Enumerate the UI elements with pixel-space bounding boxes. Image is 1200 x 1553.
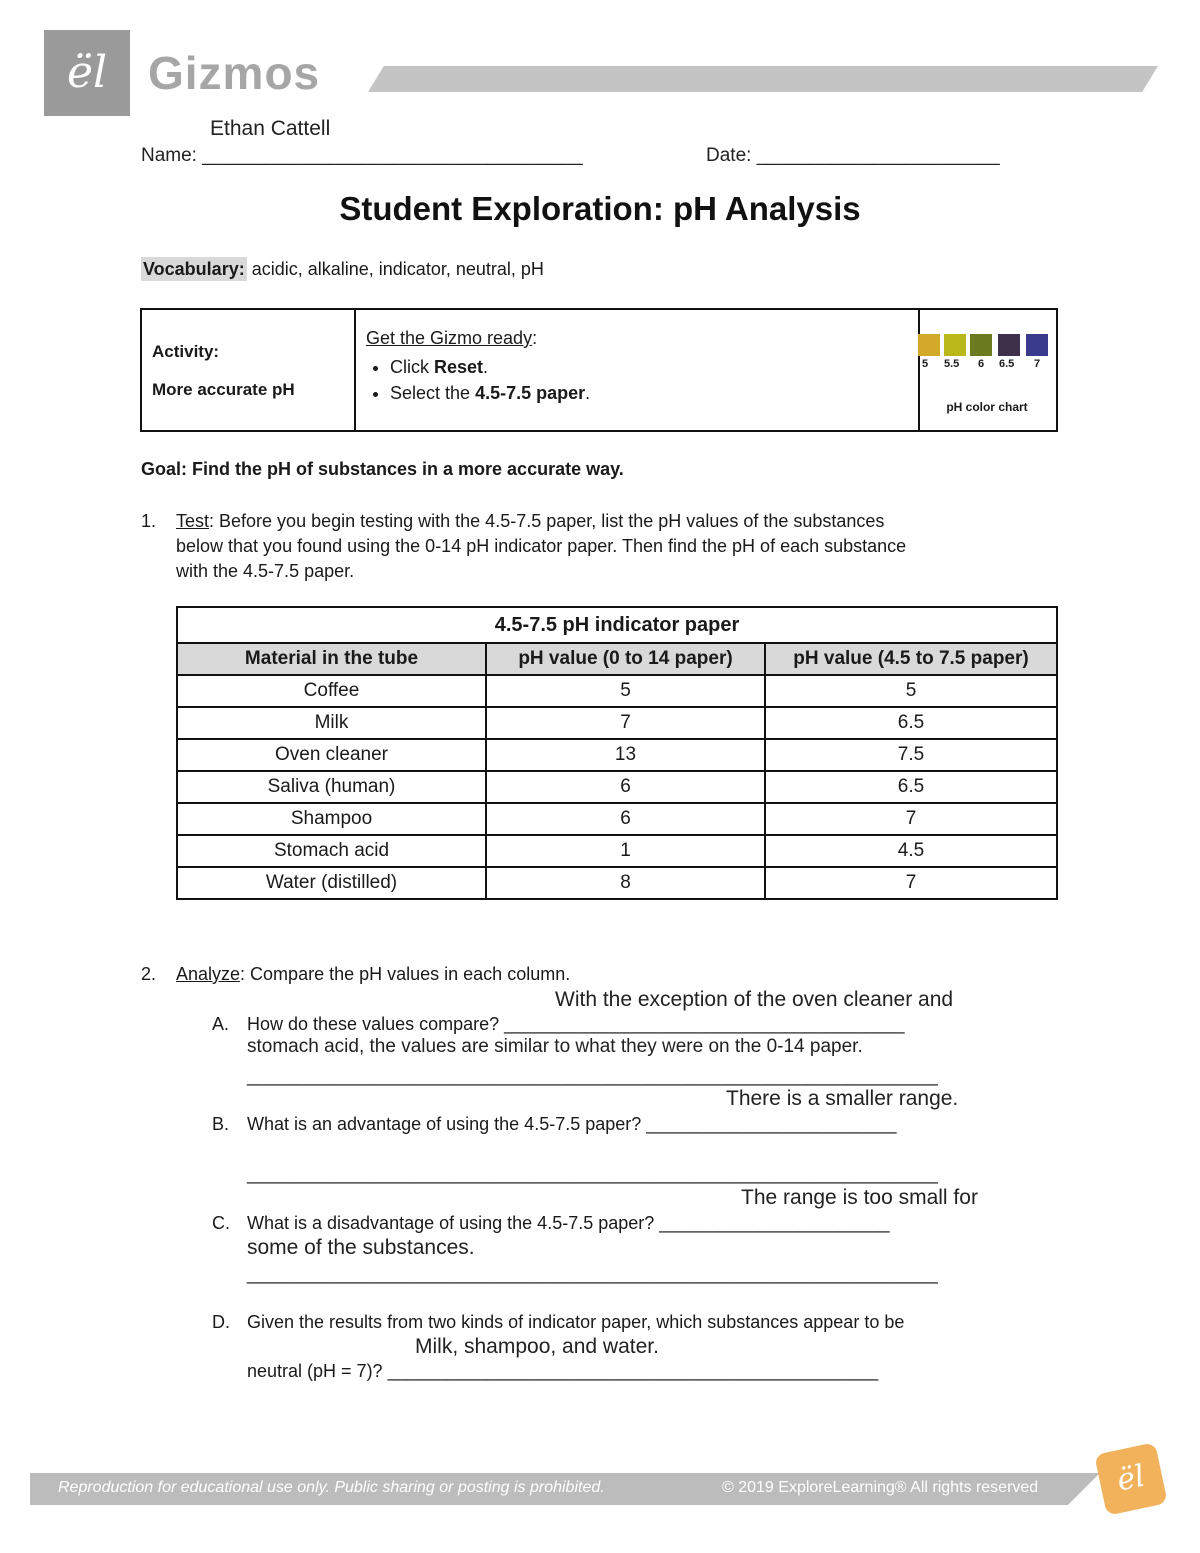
answer-c-line1[interactable]: The range is too small for [741, 1186, 978, 1209]
ph-4-5-7-5-cell[interactable]: 7 [765, 803, 1057, 835]
date-field: Date: _______________________ [706, 145, 1000, 166]
table-caption: 4.5-7.5 pH indicator paper [177, 607, 1057, 643]
question-number: 1. [141, 511, 157, 531]
gizmos-logo [44, 30, 130, 116]
ph-4-5-7-5-cell[interactable]: 4.5 [765, 835, 1057, 867]
material-cell: Stomach acid [177, 835, 486, 867]
swatch-label: 6.5 [999, 358, 1015, 370]
material-cell: Coffee [177, 675, 486, 707]
table-row [177, 707, 1057, 739]
material-cell: Milk [177, 707, 486, 739]
ph-0-14-cell[interactable]: 1 [486, 835, 765, 867]
sub-letter: D. [212, 1312, 230, 1332]
ph-4-5-7-5-cell[interactable]: 5 [765, 675, 1057, 707]
question-number: 2. [141, 964, 157, 984]
activity-box [140, 308, 1058, 432]
ph-0-14-cell[interactable]: 5 [486, 675, 765, 707]
instruction-item: • Click Reset. [390, 354, 590, 380]
ph-color-chart [920, 310, 1058, 430]
table-row [177, 835, 1057, 867]
ph-4-5-7-5-cell[interactable]: 7.5 [765, 739, 1057, 771]
color-swatch [970, 334, 992, 356]
question-2d-line2: neutral (pH = 7)? _________________________________________________ [247, 1361, 879, 1381]
question-label: Analyze [176, 964, 241, 984]
goal-statement: Goal: Find the pH of substances in a more accurate way. [141, 459, 624, 479]
answer-a-line2[interactable]: stomach acid, the values are similar to what they were on the 0-14 paper. [247, 1036, 863, 1057]
answer-blank: _____________________________________________________________________ [247, 1164, 938, 1184]
answer-c-line2[interactable]: some of the substances. [247, 1236, 475, 1259]
color-swatch [944, 334, 966, 356]
question-2c: What is a disadvantage of using the 4.5-7.5 paper? _______________________ [247, 1213, 890, 1233]
instruction-list [366, 354, 590, 406]
color-swatch [998, 334, 1020, 356]
instruction-item: • Select the 4.5-7.5 paper. [390, 380, 590, 406]
explorelearning-logo [1094, 1442, 1168, 1516]
table-row [177, 675, 1057, 707]
ph-4-5-7-5-cell[interactable]: 6.5 [765, 707, 1057, 739]
footer-logo-glyph: ël [1113, 1458, 1148, 1499]
vocabulary-terms: acidic, alkaline, indicator, neutral, pH [251, 259, 544, 279]
header-bar [368, 66, 1158, 92]
vocabulary-label: Vocabulary: [143, 259, 245, 279]
activity-name: More accurate pH [152, 380, 295, 399]
table-row [177, 739, 1057, 771]
swatch-label: 5.5 [944, 358, 960, 370]
activity-label: Activity: [152, 342, 220, 361]
sub-letter: B. [212, 1114, 230, 1134]
ph-4-5-7-5-cell[interactable]: 6.5 [765, 771, 1057, 803]
question-1: Test: Before you begin testing with the 4.5-7.5 paper, list the pH values of the substances below that you found using the 0-14 pH indicator paper. Then find the pH of each substance with the 4.5-7.5 paper. [176, 511, 907, 581]
color-chart-caption: pH color chart [946, 400, 1028, 414]
table-row [177, 771, 1057, 803]
activity-instructions [356, 310, 920, 430]
answer-blank: _____________________________________________________________________ [247, 1264, 938, 1284]
question-2d: Given the results from two kinds of indicator paper, which substances appear to be [247, 1312, 905, 1332]
footer-copyright: © 2019 ExploreLearning® All rights reserved [722, 1479, 1039, 1496]
activity-label-cell [142, 310, 356, 430]
student-name-value: Ethan Cattell [210, 117, 331, 140]
sub-letter: A. [212, 1014, 230, 1034]
answer-b[interactable]: There is a smaller range. [726, 1087, 959, 1110]
ph-data-table [176, 606, 1058, 900]
material-cell: Water (distilled) [177, 867, 486, 899]
question-2b: What is an advantage of using the 4.5-7.5 paper? _________________________ [247, 1114, 897, 1134]
get-ready-heading: Get the Gizmo ready: [366, 328, 538, 348]
ph-0-14-cell[interactable]: 6 [486, 771, 765, 803]
ph-0-14-cell[interactable]: 8 [486, 867, 765, 899]
column-header: Material in the tube [177, 643, 486, 675]
ph-0-14-cell[interactable]: 13 [486, 739, 765, 771]
color-swatch [1026, 334, 1048, 356]
swatch-label: 5 [922, 358, 929, 370]
page-title: Student Exploration: pH Analysis [339, 190, 861, 227]
vocabulary-line [141, 259, 544, 280]
answer-a-line1[interactable]: With the exception of the oven cleaner and [555, 988, 954, 1011]
swatch-label: 7 [1034, 358, 1041, 370]
question-2: Analyze: Compare the pH values in each column. [176, 964, 571, 984]
color-swatch [918, 334, 940, 356]
table-row [177, 803, 1057, 835]
answer-d[interactable]: Milk, shampoo, and water. [415, 1335, 659, 1358]
material-cell: Oven cleaner [177, 739, 486, 771]
material-cell: Saliva (human) [177, 771, 486, 803]
answer-blank: _____________________________________________________________________ [247, 1066, 938, 1086]
sub-letter: C. [212, 1213, 230, 1233]
logo-glyph: ël [66, 47, 108, 98]
ph-4-5-7-5-cell[interactable]: 7 [765, 867, 1057, 899]
ph-0-14-cell[interactable]: 7 [486, 707, 765, 739]
brand-name: Gizmos [148, 47, 321, 99]
column-header: pH value (0 to 14 paper) [486, 643, 765, 675]
question-2a: How do these values compare? ________________________________________ [247, 1014, 905, 1034]
question-label: Test [176, 511, 210, 531]
ph-0-14-cell[interactable]: 6 [486, 803, 765, 835]
table-row [177, 867, 1057, 899]
name-field: Name: ____________________________________ [141, 145, 583, 166]
swatch-label: 6 [978, 358, 985, 370]
footer-disclaimer: Reproduction for educational use only. Public sharing or posting is prohibited. [58, 1479, 605, 1496]
column-header: pH value (4.5 to 7.5 paper) [765, 643, 1057, 675]
material-cell: Shampoo [177, 803, 486, 835]
